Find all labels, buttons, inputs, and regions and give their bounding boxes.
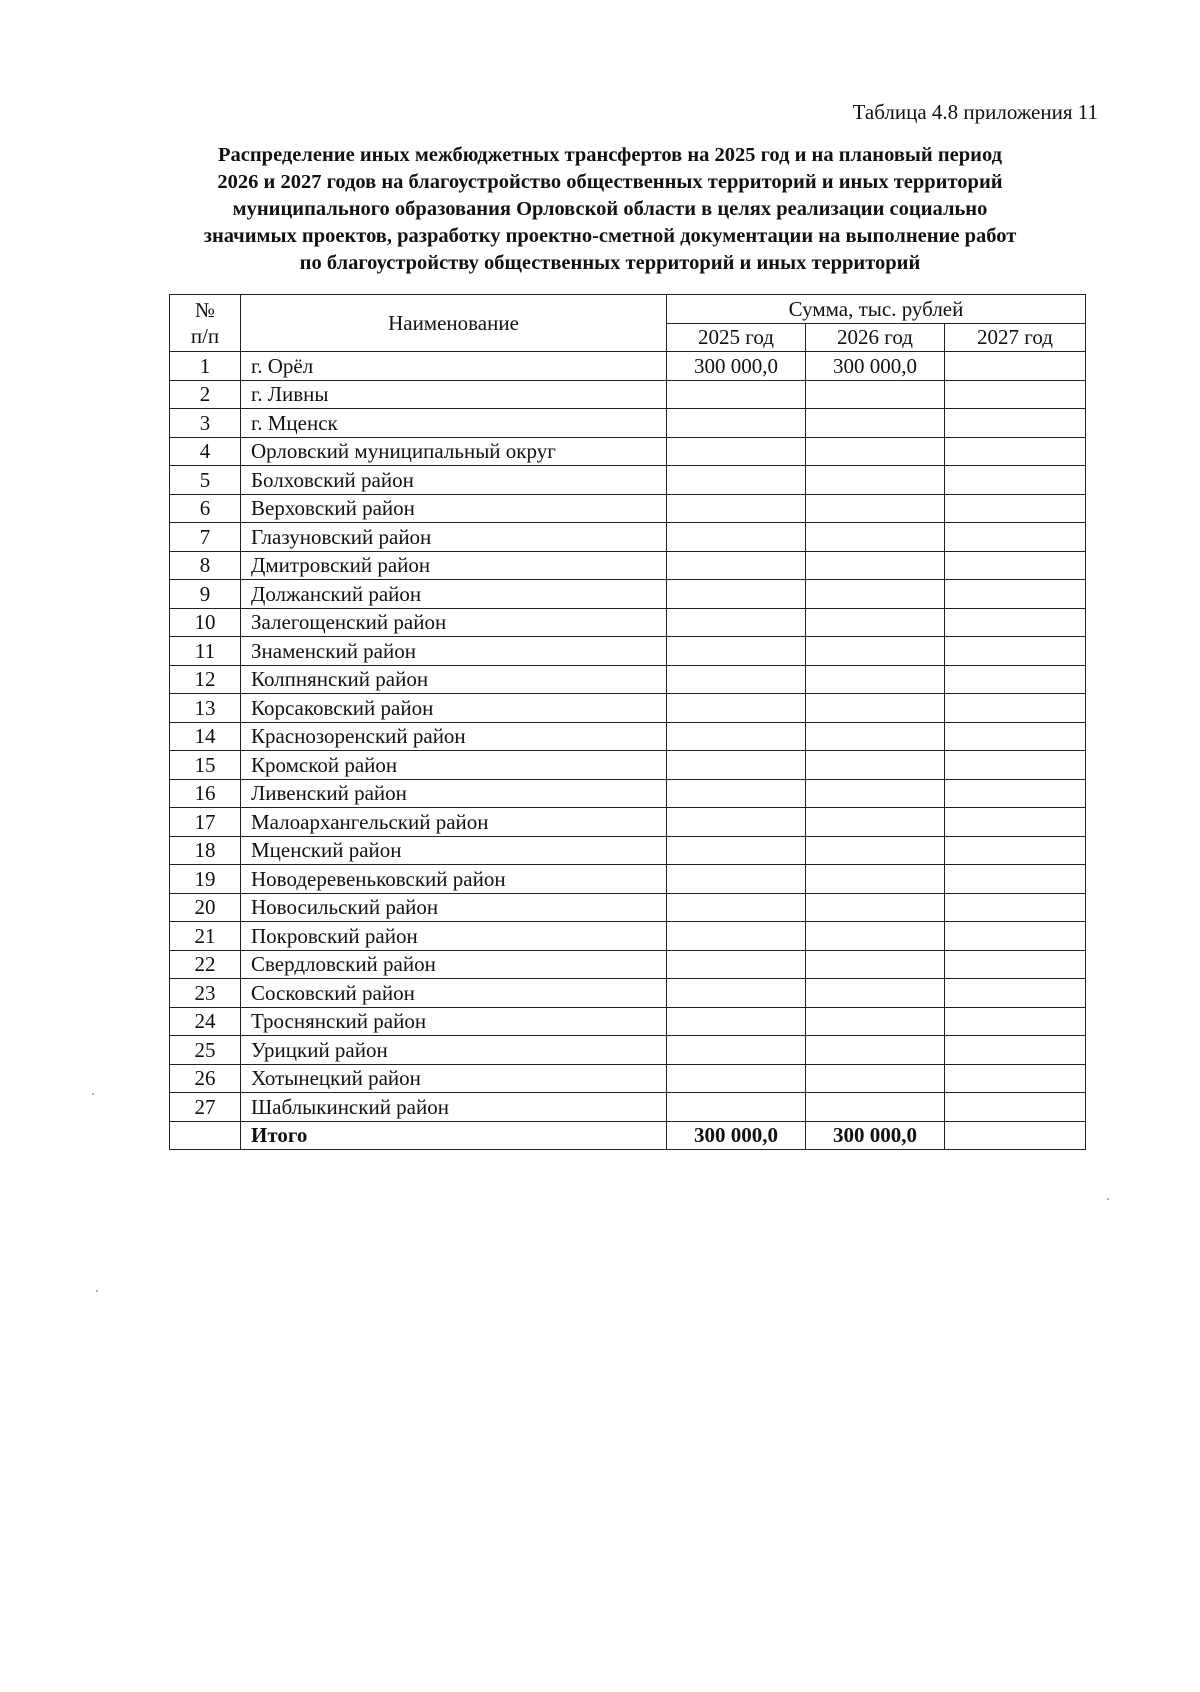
table-row [170,665,1086,694]
document-title [110,142,1110,277]
row-value-2027 [945,893,1086,922]
row-value-2025 [667,551,806,580]
row-value-2025 [667,494,806,523]
total-2025: 300 000,0 [667,1121,806,1150]
row-num: 1 [170,352,241,381]
row-value-2025 [667,665,806,694]
title-line: муниципального образования Орловской области в целях реализации социально [232,198,988,220]
row-num: 25 [170,1036,241,1065]
table-row [170,694,1086,723]
row-value-2025 [667,922,806,951]
total-label: Итого [241,1121,667,1150]
row-value-2027 [945,352,1086,381]
row-value-2026 [806,523,945,552]
row-value-2025 [667,836,806,865]
total-num [170,1121,241,1150]
row-value-2027 [945,523,1086,552]
row-name: Кромской район [241,751,667,780]
title-line: 2026 и 2027 годов на благоустройство общественных территорий и иных территорий [217,171,1003,193]
row-value-2025 [667,409,806,438]
table-row [170,1036,1086,1065]
row-name: Свердловский район [241,950,667,979]
table-row [170,380,1086,409]
title-line: Распределение иных межбюджетных трансфертов на 2025 год и на плановый период [218,144,1002,166]
header-year-2027: 2027 год [945,323,1086,352]
row-name: Сосковский район [241,979,667,1008]
row-value-2027 [945,551,1086,580]
row-value-2026 [806,551,945,580]
row-value-2026 [806,608,945,637]
row-num: 19 [170,865,241,894]
row-name: Должанский район [241,580,667,609]
row-num: 15 [170,751,241,780]
row-name: Краснозоренский район [241,722,667,751]
row-value-2027 [945,437,1086,466]
row-num: 9 [170,580,241,609]
row-value-2027 [945,1007,1086,1036]
row-name: Хотынецкий район [241,1064,667,1093]
row-name: Болховский район [241,466,667,495]
row-value-2025 [667,950,806,979]
header-sum: Сумма, тыс. рублей [667,295,1086,324]
row-value-2027 [945,409,1086,438]
total-2026: 300 000,0 [806,1121,945,1150]
table-row [170,865,1086,894]
row-name: Глазуновский район [241,523,667,552]
row-name: Урицкий район [241,1036,667,1065]
header-name: Наименование [241,295,667,352]
table-row [170,494,1086,523]
row-value-2026 [806,637,945,666]
row-value-2025 [667,1007,806,1036]
table-row [170,893,1086,922]
row-value-2027 [945,950,1086,979]
header-num [170,295,241,352]
scan-speck [96,1290,98,1292]
row-num: 7 [170,523,241,552]
row-value-2027 [945,637,1086,666]
row-num: 26 [170,1064,241,1093]
table-row [170,1064,1086,1093]
table-caption: Таблица 4.8 приложения 11 [852,100,1098,124]
table-row [170,808,1086,837]
row-value-2025 [667,1064,806,1093]
row-name: Новодеревеньковский район [241,865,667,894]
row-name: Ливенский район [241,779,667,808]
row-value-2027 [945,1064,1086,1093]
scan-speck [92,1093,94,1095]
row-num: 4 [170,437,241,466]
row-num: 17 [170,808,241,837]
row-value-2027 [945,779,1086,808]
row-value-2026 [806,1036,945,1065]
row-num: 6 [170,494,241,523]
row-value-2025 [667,380,806,409]
row-name: Новосильский район [241,893,667,922]
row-num: 22 [170,950,241,979]
row-value-2025 [667,1036,806,1065]
row-value-2025 [667,1093,806,1122]
row-value-2026 [806,437,945,466]
table-row [170,551,1086,580]
row-value-2026 [806,494,945,523]
row-value-2027 [945,836,1086,865]
row-num: 8 [170,551,241,580]
row-num: 18 [170,836,241,865]
row-value-2026 [806,665,945,694]
row-num: 24 [170,1007,241,1036]
table-row [170,523,1086,552]
row-value-2027 [945,694,1086,723]
row-value-2027 [945,979,1086,1008]
table-row [170,466,1086,495]
row-value-2025 [667,523,806,552]
row-name: г. Орёл [241,352,667,381]
row-value-2027 [945,1093,1086,1122]
row-name: Малоархангельский район [241,808,667,837]
row-num: 12 [170,665,241,694]
row-value-2026 [806,722,945,751]
row-num: 20 [170,893,241,922]
table-row [170,352,1086,381]
row-value-2027 [945,466,1086,495]
row-value-2027 [945,380,1086,409]
row-value-2027 [945,1036,1086,1065]
row-value-2025 [667,580,806,609]
table-row [170,722,1086,751]
table-row [170,779,1086,808]
row-name: Колпнянский район [241,665,667,694]
table-row [170,580,1086,609]
table-row [170,437,1086,466]
row-value-2027 [945,494,1086,523]
scan-speck [1107,1198,1109,1200]
row-name: г. Мценск [241,409,667,438]
row-value-2026 [806,1093,945,1122]
title-line: значимых проектов, разработку проектно-сметной документации на выполнение работ [203,225,1017,247]
total-row [170,1121,1086,1150]
row-value-2025 [667,437,806,466]
row-value-2026 [806,836,945,865]
row-value-2025 [667,694,806,723]
table-row [170,1093,1086,1122]
row-value-2026 [806,409,945,438]
table-row [170,608,1086,637]
row-value-2026 [806,466,945,495]
row-value-2025 [667,808,806,837]
row-value-2025 [667,779,806,808]
row-num: 14 [170,722,241,751]
row-num: 11 [170,637,241,666]
row-num: 23 [170,979,241,1008]
row-value-2026 [806,779,945,808]
row-num: 21 [170,922,241,951]
row-name: Залегощенский район [241,608,667,637]
header-year-2025: 2025 год [667,323,806,352]
row-value-2026 [806,979,945,1008]
row-name: г. Ливны [241,380,667,409]
header-num-line1: № [194,298,216,322]
row-value-2026 [806,865,945,894]
row-value-2025 [667,637,806,666]
row-value-2026 [806,922,945,951]
header-row [170,295,1086,324]
row-name: Дмитровский район [241,551,667,580]
header-num-line2: п/п [190,324,220,348]
table-row [170,979,1086,1008]
table-row [170,950,1086,979]
row-value-2027 [945,808,1086,837]
row-value-2026 [806,751,945,780]
row-name: Покровский район [241,922,667,951]
table-row [170,751,1086,780]
row-value-2026: 300 000,0 [806,352,945,381]
row-name: Шаблыкинский район [241,1093,667,1122]
row-num: 13 [170,694,241,723]
row-value-2025 [667,751,806,780]
row-num: 16 [170,779,241,808]
row-name: Орловский муниципальный округ [241,437,667,466]
transfers-table [169,294,1086,1150]
row-name: Мценский район [241,836,667,865]
row-value-2025 [667,722,806,751]
row-name: Верховский район [241,494,667,523]
row-value-2025 [667,608,806,637]
row-value-2025 [667,865,806,894]
row-name: Корсаковский район [241,694,667,723]
table-row [170,1007,1086,1036]
row-value-2027 [945,665,1086,694]
row-value-2027 [945,922,1086,951]
row-num: 3 [170,409,241,438]
table-row [170,637,1086,666]
row-name: Знаменский район [241,637,667,666]
row-value-2026 [806,893,945,922]
row-value-2026 [806,580,945,609]
total-2027 [945,1121,1086,1150]
row-value-2026 [806,950,945,979]
row-value-2025: 300 000,0 [667,352,806,381]
row-num: 10 [170,608,241,637]
row-value-2027 [945,580,1086,609]
row-value-2025 [667,979,806,1008]
row-value-2026 [806,808,945,837]
row-value-2026 [806,694,945,723]
row-value-2027 [945,608,1086,637]
table-row [170,922,1086,951]
row-value-2027 [945,865,1086,894]
header-year-2026: 2026 год [806,323,945,352]
table-row [170,409,1086,438]
row-num: 27 [170,1093,241,1122]
row-value-2026 [806,1007,945,1036]
row-value-2026 [806,380,945,409]
row-value-2027 [945,751,1086,780]
row-num: 2 [170,380,241,409]
table-body [170,352,1086,1122]
table-row [170,836,1086,865]
title-line: по благоустройству общественных территорий и иных территорий [299,252,921,274]
row-value-2027 [945,722,1086,751]
row-value-2025 [667,466,806,495]
row-value-2025 [667,893,806,922]
row-value-2026 [806,1064,945,1093]
row-num: 5 [170,466,241,495]
row-name: Троснянский район [241,1007,667,1036]
